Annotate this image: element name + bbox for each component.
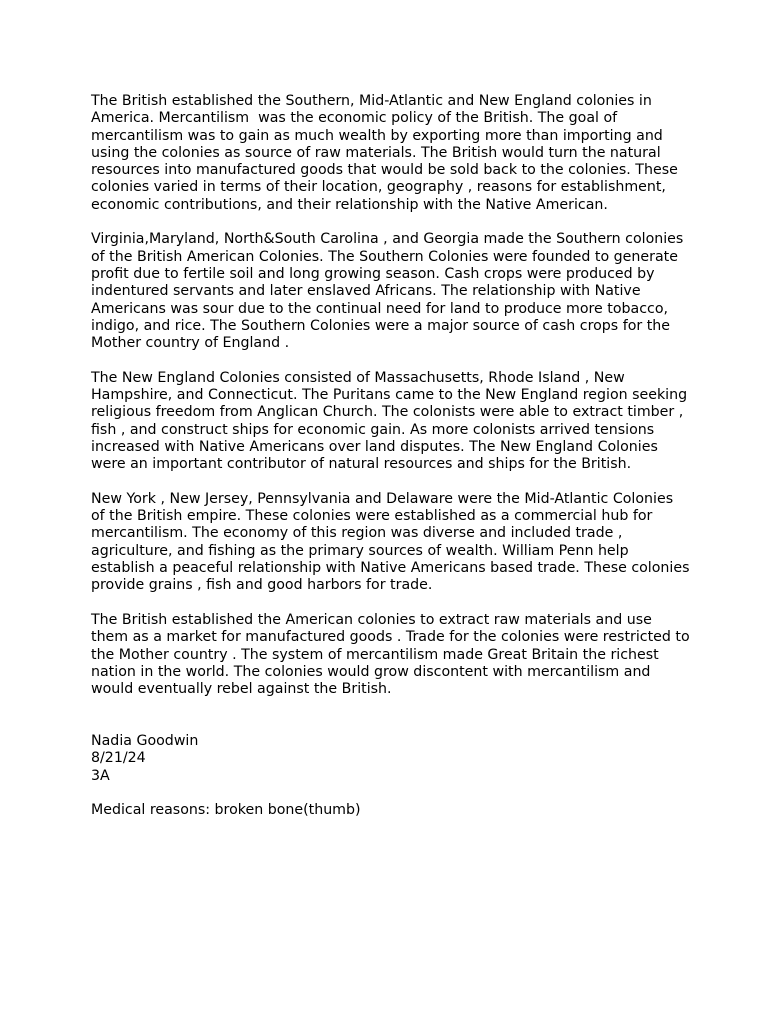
author-name: Nadia Goodwin bbox=[91, 732, 199, 749]
medical-note: Medical reasons: broken bone(thumb) bbox=[91, 802, 361, 819]
paragraph-new-england-colonies: The New England Colonies consisted of Massachusetts, Rhode Island , New Hampshire, and Connecticut. The Puritans came to the New England region seeking religious freedom from Anglican Church. The colonists were able to extract timber , fish , and construct ships for economic gain. As more colonists arrived tensions increased with Native Americans over land disputes. The New England Colonies were an important contributor of natural resources and ships for the British. bbox=[91, 369, 692, 473]
signature-block bbox=[91, 733, 691, 785]
paragraph-southern-colonies: Virginia,Maryland, North&South Carolina , and Georgia made the Southern colonies of the British American Colonies. The Southern Colonies were founded to generate profit due to fertile soil and long growing season. Cash crops were produced by indentured servants and later enslaved Africans. The relationship with Native Americans was sour due to the continual need for land to produce more tobacco, indigo, and rice. The Southern Colonies were a major source of cash crops for the Mother country of England . bbox=[91, 231, 688, 352]
paragraph-conclusion: The British established the American colonies to extract raw materials and use them as a market for manufactured goods . Trade for the colonies were restricted to the Mother country . The system of mercantilism made Great Britain the richest nation in the world. The colonies would grow discontent with mercantilism and would eventually rebel against the British. bbox=[91, 611, 695, 698]
paragraph-intro: The British established the Southern, Mid-Atlantic and New England colonies in America. Mercantilism was the economic policy of the British. The goal of mercantilism was to gain as much wealth by exporting more than importing and using the colonies as source of raw materials. The British would turn the natural resources into manufactured goods that would be sold back to the colonies. These colonies varied in terms of their location, geography , reasons for establishment, economic contributions, and their relationship with the Native American. bbox=[91, 93, 683, 213]
class-period: 3A bbox=[91, 767, 110, 784]
document-body bbox=[91, 93, 695, 819]
paragraph-mid-atlantic-colonies: New York , New Jersey, Pennsylvania and Delaware were the Mid-Atlantic Colonies of the British empire. These colonies were established as a commercial hub for mercantilism. The economy of this region was diverse and included trade , agriculture, and fishing as the primary sources of wealth. William Penn help establish a peaceful relationship with Native Americans based trade. These colonies provide grains , fish and good harbors for trade. bbox=[91, 490, 695, 594]
submission-date: 8/21/24 bbox=[91, 750, 146, 767]
